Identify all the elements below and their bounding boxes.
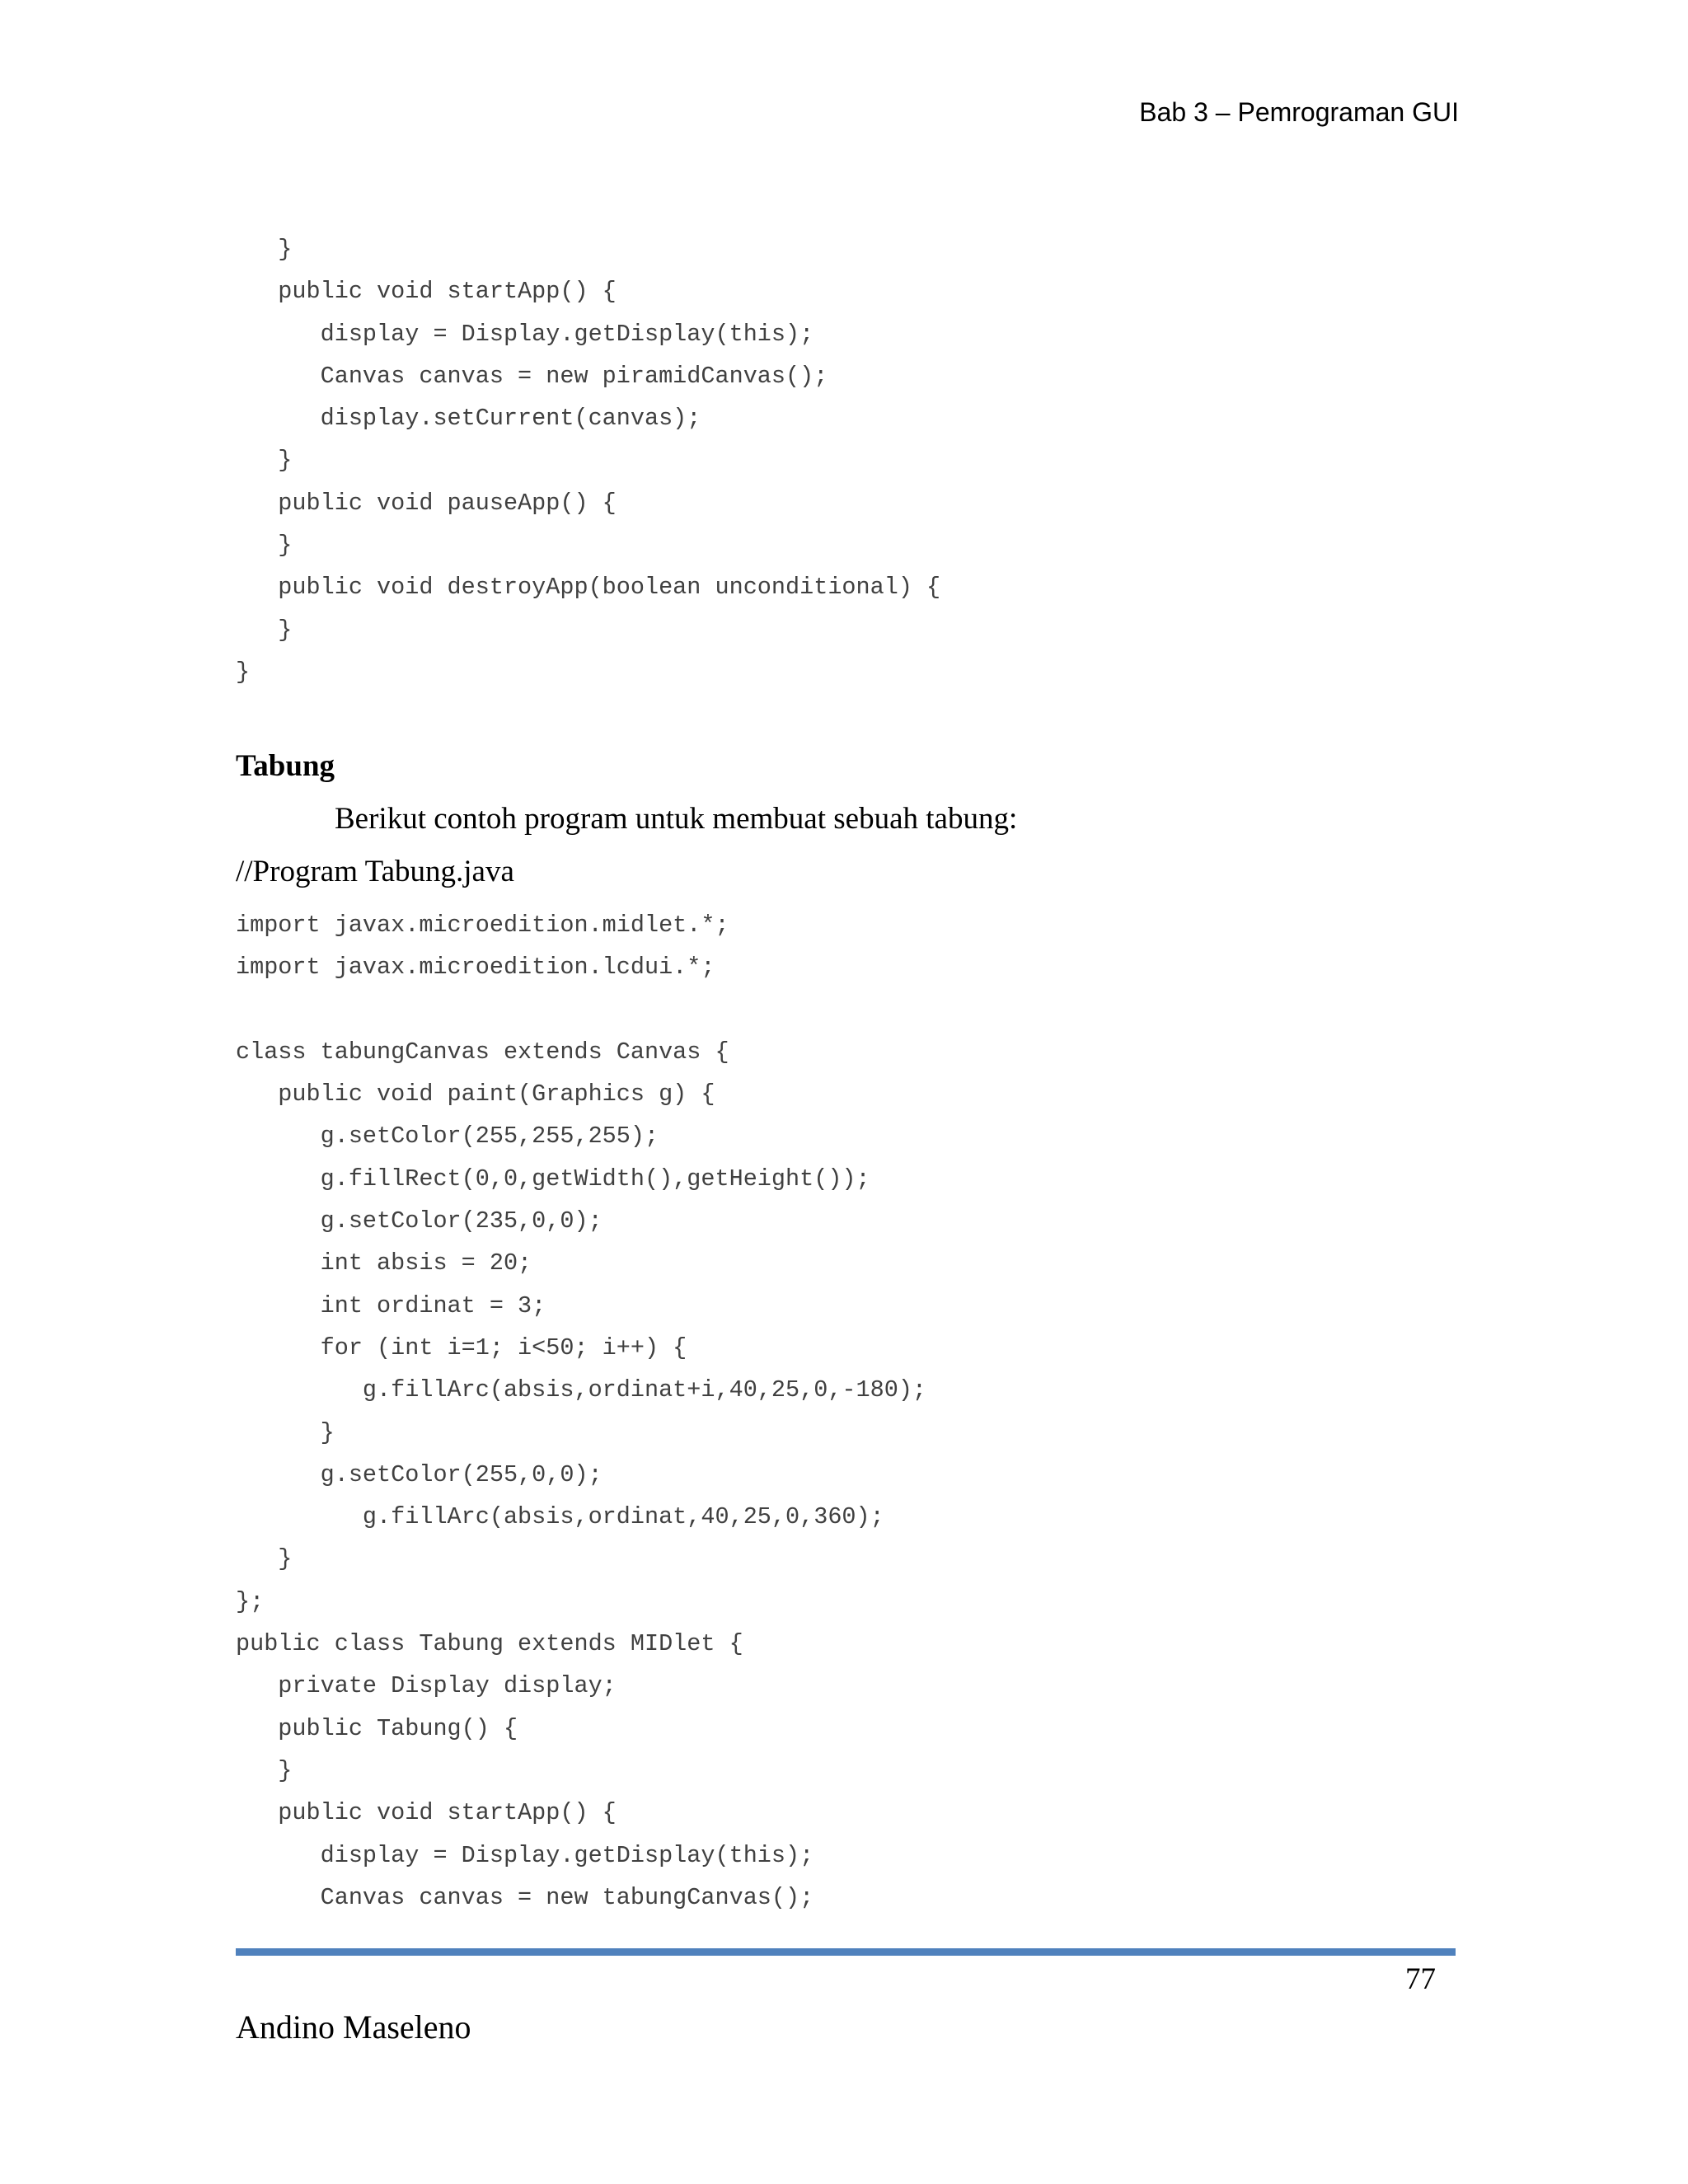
- code-line: public class Tabung extends MIDlet {: [236, 1630, 743, 1658]
- code-line: int absis = 20;: [236, 1249, 532, 1277]
- code-line: public void paint(Graphics g) {: [236, 1080, 715, 1108]
- code-line: }: [236, 447, 293, 475]
- code-line: display.setCurrent(canvas);: [236, 405, 701, 433]
- code-line: import javax.microedition.midlet.*;: [236, 912, 729, 939]
- code-line: display = Display.getDisplay(this);: [236, 1841, 814, 1869]
- code-line: }: [236, 658, 251, 686]
- author-name: Andino Maseleno: [236, 2008, 471, 2046]
- code-line: int ordinat = 3;: [236, 1291, 546, 1319]
- code-line: }: [236, 616, 293, 644]
- code-line: }: [236, 1418, 335, 1446]
- code-block-continuation: [236, 228, 940, 693]
- page-number: 77: [1405, 1962, 1436, 1996]
- code-line: public void destroyApp(boolean unconditional) {: [236, 574, 941, 602]
- code-line: public Tabung() {: [236, 1714, 518, 1742]
- footer-rule: [236, 1948, 1456, 1956]
- running-header: Bab 3 – Pemrograman GUI: [1139, 97, 1459, 127]
- code-line: g.fillArc(absis,ordinat,40,25,0,360);: [236, 1503, 884, 1531]
- code-line: };: [236, 1587, 265, 1615]
- code-line: private Display display;: [236, 1672, 617, 1700]
- code-line: Canvas canvas = new piramidCanvas();: [236, 362, 828, 390]
- code-block-tabung: [236, 904, 926, 1919]
- code-line: }: [236, 532, 293, 560]
- code-line: }: [236, 1756, 293, 1784]
- code-line: display = Display.getDisplay(this);: [236, 320, 814, 348]
- code-line: public void startApp() {: [236, 1799, 617, 1827]
- code-line: Canvas canvas = new tabungCanvas();: [236, 1883, 814, 1911]
- section-heading: Tabung: [236, 749, 335, 783]
- code-line: }: [236, 1545, 293, 1573]
- code-line: for (int i=1; i<50; i++) {: [236, 1333, 687, 1361]
- code-line: public void pauseApp() {: [236, 489, 617, 517]
- code-line: g.setColor(255,0,0);: [236, 1460, 603, 1488]
- code-line: g.setColor(255,255,255);: [236, 1122, 659, 1151]
- code-line: class tabungCanvas extends Canvas {: [236, 1038, 729, 1066]
- code-line: import javax.microedition.lcdui.*;: [236, 954, 715, 982]
- code-line: public void startApp() {: [236, 278, 617, 306]
- code-line: g.fillArc(absis,ordinat+i,40,25,0,-180);: [236, 1376, 927, 1404]
- code-line: g.setColor(235,0,0);: [236, 1207, 603, 1235]
- program-comment: //Program Tabung.java: [236, 855, 514, 888]
- intro-paragraph: Berikut contoh program untuk membuat sebuah tabung:: [335, 802, 1018, 836]
- code-line: g.fillRect(0,0,getWidth(),getHeight());: [236, 1165, 870, 1193]
- code-line: [236, 989, 926, 1031]
- code-line: }: [236, 236, 293, 263]
